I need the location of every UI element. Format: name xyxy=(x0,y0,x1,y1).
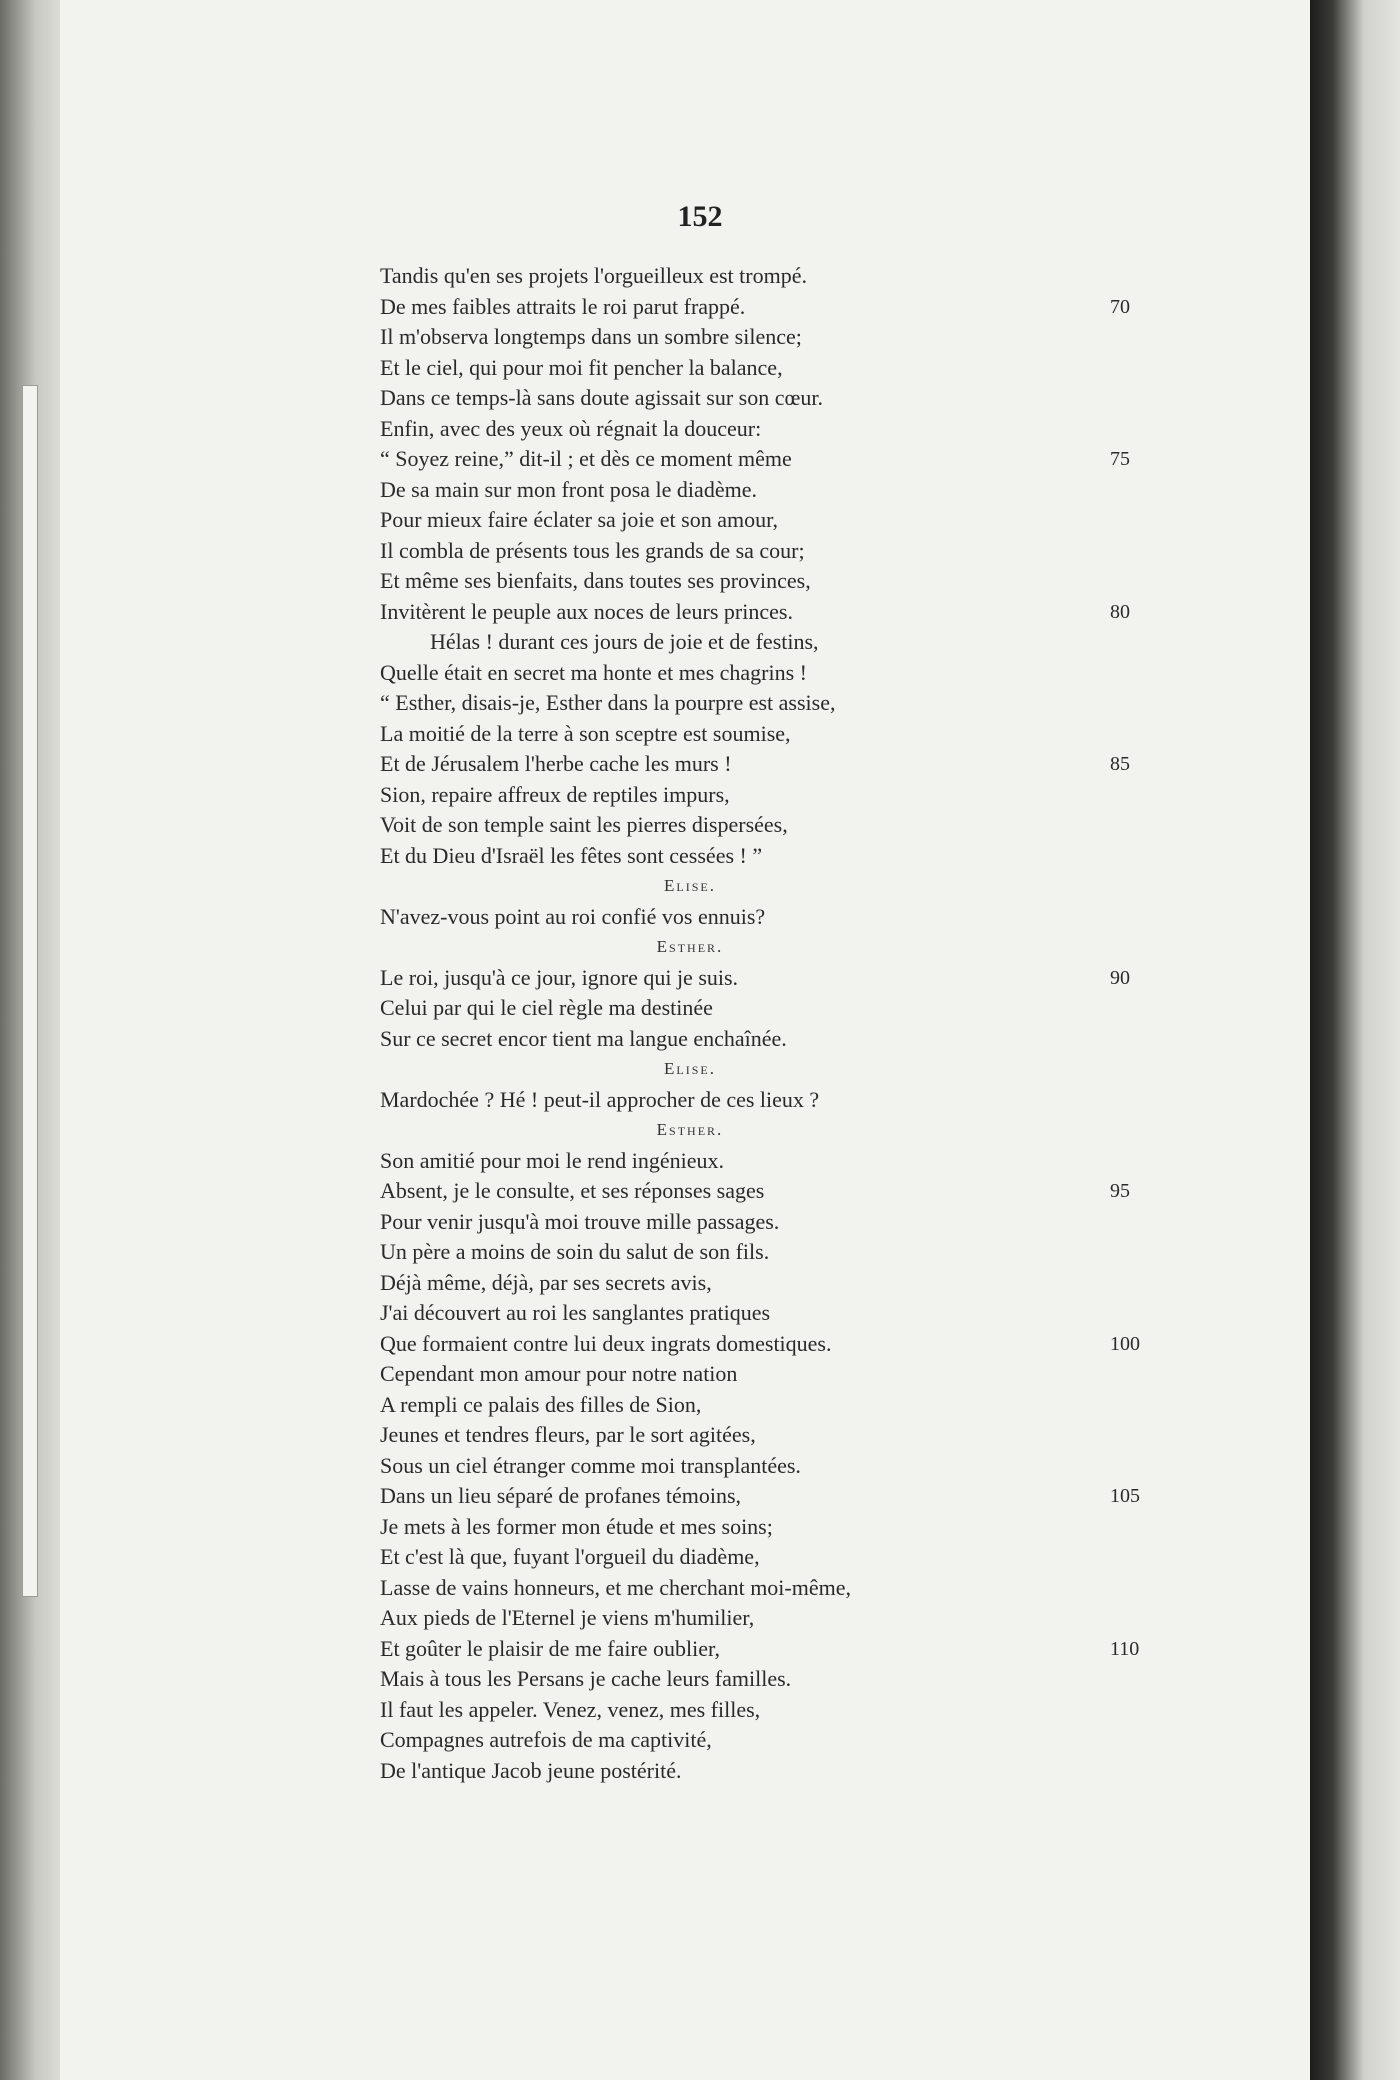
verse-line xyxy=(380,353,1180,384)
line-number: 95 xyxy=(1110,1180,1130,1202)
verse-line xyxy=(380,566,1180,597)
verse-text: Celui par qui le ciel règle ma destinée xyxy=(380,995,713,1020)
page-number: 152 xyxy=(677,200,723,233)
verse-line xyxy=(380,1481,1180,1512)
verse-line xyxy=(380,1420,1180,1451)
verse-text: De sa main sur mon front posa le diadème. xyxy=(380,476,757,502)
verse-text: Dans un lieu séparé de profanes témoins, xyxy=(380,1483,742,1508)
verse-text: Il combla de présents tous les grands de sa cour; xyxy=(380,537,805,563)
verse-text: Déjà même, déjà, par ses secrets avis, xyxy=(380,1269,712,1295)
verse-text: De mes faibles attraits le roi parut frappé. xyxy=(380,293,746,319)
speaker-name: Elise. xyxy=(664,1059,716,1078)
verse-line xyxy=(380,1695,1180,1726)
verse-line xyxy=(380,1207,1180,1238)
verse-line xyxy=(380,1176,1180,1207)
verse-line xyxy=(380,1268,1180,1299)
verse-line xyxy=(380,292,1180,323)
verse-line xyxy=(380,993,1180,1024)
line-number: 105 xyxy=(1110,1485,1140,1507)
verse-text: Il m'observa longtemps dans un sombre silence; xyxy=(380,324,802,349)
verse-line xyxy=(380,261,1180,292)
verse-text: Que formaient contre lui deux ingrats domestiques. xyxy=(380,1330,832,1356)
verse-line xyxy=(380,1603,1180,1634)
verse-text: Hélas ! durant ces jours de joie et de festins, xyxy=(430,629,819,654)
verse-line xyxy=(380,1359,1180,1390)
verse-text: Pour venir jusqu'à moi trouve mille passages. xyxy=(380,1208,780,1234)
verse-text: Invitèrent le peuple aux noces de leurs princes. xyxy=(380,598,793,624)
verse-line xyxy=(380,322,1180,353)
verse-line xyxy=(380,1542,1180,1573)
verse-line xyxy=(380,1329,1180,1360)
line-number: 70 xyxy=(1110,295,1130,318)
verse-text: Absent, je le consulte, et ses réponses sages xyxy=(380,1178,765,1203)
facing-page-edge xyxy=(1310,0,1400,2080)
verse-line xyxy=(380,780,1180,811)
verse-line xyxy=(380,658,1180,689)
verse-line xyxy=(380,1451,1180,1482)
verse-line xyxy=(380,1146,1180,1177)
verse-text: Sur ce secret encor tient ma langue enchaînée. xyxy=(380,1025,787,1051)
verse-line xyxy=(380,505,1180,536)
verse-text: Lasse de vains honneurs, et me cherchant moi-même, xyxy=(380,1574,852,1600)
verse-line xyxy=(380,749,1180,780)
verse-text: Dans ce temps-là sans doute agissait sur son cœur. xyxy=(380,385,823,410)
verse-text: J'ai découvert au roi les sanglantes pratiques xyxy=(380,1300,771,1325)
verse-text: Cependant mon amour pour notre nation xyxy=(380,1361,738,1386)
verse-text: Et goûter le plaisir de me faire oublier, xyxy=(380,1635,720,1661)
verse-text: Enfin, avec des yeux où régnait la douceur: xyxy=(380,415,762,441)
verse-text: Un père a moins de soin du salut de son fils. xyxy=(380,1239,770,1264)
verse-text: Mardochée ? Hé ! peut-il approcher de ces lieux ? xyxy=(380,1086,820,1112)
verse-line xyxy=(380,841,1180,872)
verse-line xyxy=(380,688,1180,719)
speaker-name: Esther. xyxy=(656,937,724,956)
verse-line xyxy=(380,1024,1180,1055)
verse-line xyxy=(380,414,1180,445)
verse-text: N'avez-vous point au roi confié vos ennuis? xyxy=(380,903,766,929)
verse-line xyxy=(380,536,1180,567)
line-number: 100 xyxy=(1110,1332,1140,1355)
verse-text: A rempli ce palais des filles de Sion, xyxy=(380,1391,702,1417)
verse-line xyxy=(380,1664,1180,1695)
poem-text xyxy=(380,261,1180,1786)
verse-line xyxy=(380,1085,1180,1116)
verse-line xyxy=(380,1390,1180,1421)
verse-line xyxy=(380,1756,1180,1787)
verse-text: Quelle était en secret ma honte et mes chagrins ! xyxy=(380,659,807,685)
verse-line xyxy=(380,1298,1180,1329)
verse-line xyxy=(380,475,1180,506)
verse-text: Et même ses bienfaits, dans toutes ses provinces, xyxy=(380,568,811,593)
verse-text: Et du Dieu d'Israël les fêtes sont cessées ! ” xyxy=(380,842,763,868)
line-number: 85 xyxy=(1110,753,1130,775)
verse-text: Et de Jérusalem l'herbe cache les murs ! xyxy=(380,751,732,776)
verse-text: Sion, repaire affreux de reptiles impurs, xyxy=(380,781,730,807)
line-number: 110 xyxy=(1110,1637,1140,1660)
book-spine xyxy=(0,0,60,2080)
verse-text: Je mets à les former mon étude et mes soins; xyxy=(380,1513,773,1539)
verse-text: Mais à tous les Persans je cache leurs familles. xyxy=(380,1666,792,1691)
verse-line xyxy=(380,810,1180,841)
verse-line xyxy=(380,627,1180,658)
verse-line xyxy=(380,597,1180,628)
verse-text: “ Esther, disais-je, Esther dans la pourpre est assise, xyxy=(380,690,836,715)
verse-line xyxy=(380,963,1180,994)
verse-line xyxy=(380,719,1180,750)
verse-line xyxy=(380,1634,1180,1665)
verse-line xyxy=(380,1573,1180,1604)
line-number: 80 xyxy=(1110,600,1130,623)
speaker-name: Elise. xyxy=(664,876,716,895)
verse-text: Le roi, jusqu'à ce jour, ignore qui je suis. xyxy=(380,964,739,990)
verse-line xyxy=(380,902,1180,933)
verse-line xyxy=(380,1237,1180,1268)
verse-text: Tandis qu'en ses projets l'orgueilleux est trompé. xyxy=(380,263,807,288)
speaker-name: Esther. xyxy=(656,1120,724,1139)
verse-text: Compagnes autrefois de ma captivité, xyxy=(380,1727,712,1752)
verse-line xyxy=(380,1725,1180,1756)
verse-text: Il faut les appeler. Venez, venez, mes filles, xyxy=(380,1696,761,1722)
verse-text: “ Soyez reine,” dit-il ; et dès ce moment même xyxy=(380,446,792,471)
verse-text: Et c'est là que, fuyant l'orgueil du diadème, xyxy=(380,1544,760,1569)
verse-text: Sous un ciel étranger comme moi transplantées. xyxy=(380,1452,801,1478)
verse-text: Son amitié pour moi le rend ingénieux. xyxy=(380,1147,724,1173)
verse-text: Jeunes et tendres fleurs, par le sort agitées, xyxy=(380,1422,756,1447)
verse-line xyxy=(380,444,1180,475)
verse-text: De l'antique Jacob jeune postérité. xyxy=(380,1757,682,1783)
verse-text: Aux pieds de l'Eternel je viens m'humilier, xyxy=(380,1605,755,1630)
line-number: 90 xyxy=(1110,966,1130,989)
page-stack-edge xyxy=(22,385,38,1597)
verse-text: Et le ciel, qui pour moi fit pencher la balance, xyxy=(380,354,783,380)
verse-line xyxy=(380,1512,1180,1543)
verse-text: Voit de son temple saint les pierres dispersées, xyxy=(380,812,788,837)
verse-text: La moitié de la terre à son sceptre est soumise, xyxy=(380,720,791,746)
verse-line xyxy=(380,383,1180,414)
line-number: 75 xyxy=(1110,448,1130,470)
verse-text: Pour mieux faire éclater sa joie et son amour, xyxy=(380,507,779,532)
